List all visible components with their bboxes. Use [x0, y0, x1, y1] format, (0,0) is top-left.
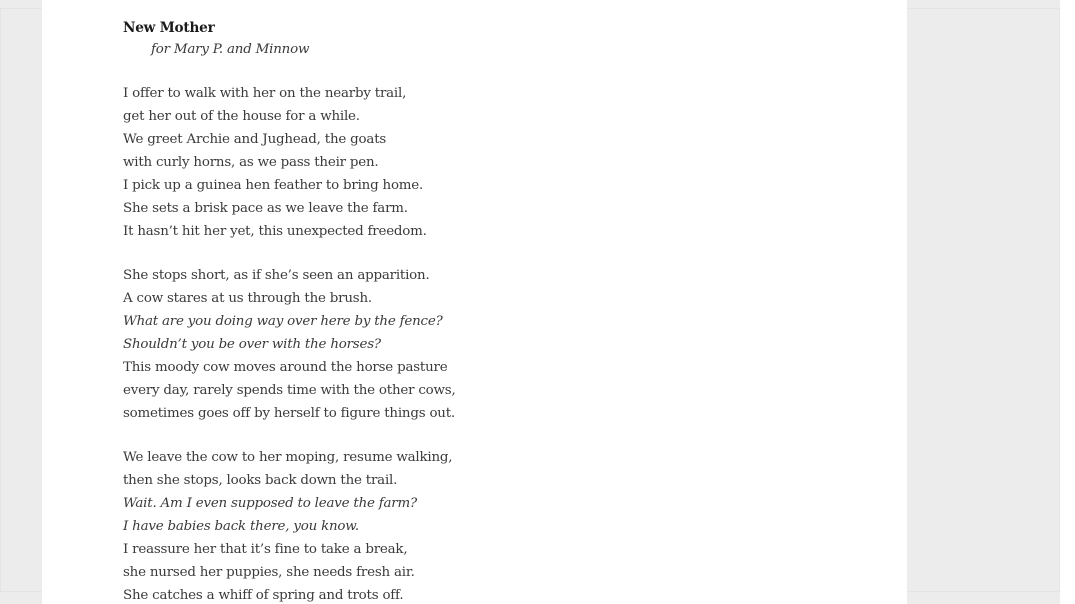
poem-line: She sets a brisk pace as we leave the farm.	[123, 201, 408, 216]
poem-line: I offer to walk with her on the nearby trail,	[123, 86, 407, 101]
poem-line: It hasn’t hit her yet, this unexpected freedom.	[123, 224, 427, 239]
poem-line: I reassure her that it’s fine to take a break,	[123, 542, 408, 557]
article-content	[42, 0, 907, 604]
poem-line: Wait. Am I even supposed to leave the farm?	[123, 496, 417, 511]
poem-line: I have babies back there, you know.	[123, 519, 359, 534]
poem-line: sometimes goes off by herself to figure things out.	[123, 406, 455, 421]
poem-stanza	[123, 82, 823, 243]
poem-line: We greet Archie and Jughead, the goats	[123, 132, 387, 147]
poem-stanza	[123, 446, 823, 604]
poem-line: then she stops, looks back down the trail.	[123, 473, 398, 488]
poem-line: What are you doing way over here by the fence?	[123, 314, 443, 329]
poem-line: she nursed her puppies, she needs fresh air.	[123, 565, 415, 580]
poem-line: with curly horns, as we pass their pen.	[123, 155, 379, 170]
poem-stanza	[123, 264, 823, 425]
poem-line: We leave the cow to her moping, resume walking,	[123, 450, 453, 465]
poem-stanzas	[123, 82, 823, 604]
poem-line: I pick up a guinea hen feather to bring home.	[123, 178, 424, 193]
poem-title: New Mother	[123, 20, 215, 36]
poem-line: every day, rarely spends time with the other cows,	[123, 383, 456, 398]
poem-dedication: for Mary P. and Minnow	[151, 42, 310, 57]
poem-line: Shouldn’t you be over with the horses?	[123, 337, 381, 352]
poem-line: get her out of the house for a while.	[123, 109, 360, 124]
poem-line: This moody cow moves around the horse pasture	[123, 360, 448, 375]
poem-line: A cow stares at us through the brush.	[123, 291, 372, 306]
poem-line: She catches a whiff of spring and trots off.	[123, 588, 404, 603]
scrollbar-gutter[interactable]	[1060, 0, 1075, 604]
poem	[123, 17, 823, 604]
poem-line: She stops short, as if she’s seen an apparition.	[123, 268, 430, 283]
